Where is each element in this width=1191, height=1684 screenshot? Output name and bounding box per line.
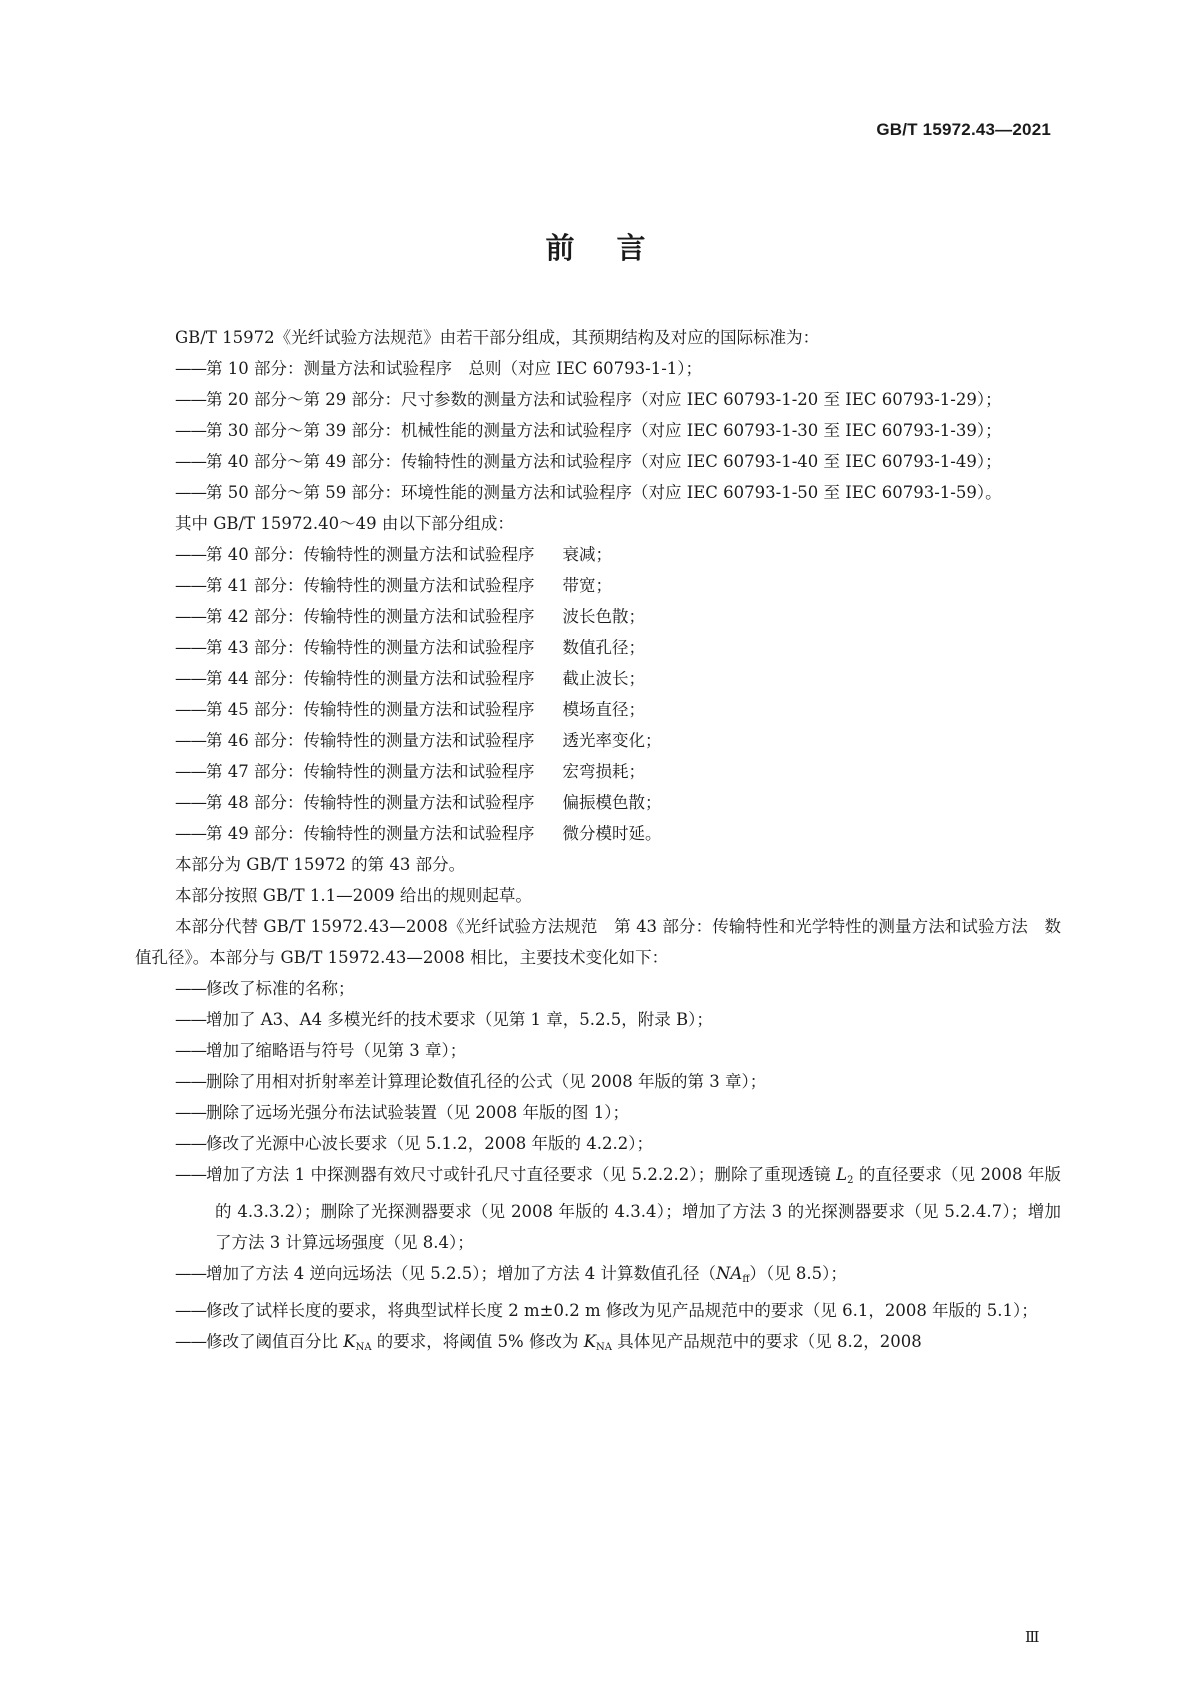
- list-item: ——修改了试样长度的要求，将典型试样长度 2 m±0.2 m 修改为见产品规范中的要求（见 6.1，2008 年版的 5.1）；: [175, 1301, 1038, 1320]
- symbol-l: L: [836, 1165, 848, 1184]
- dash-marker: ——: [175, 638, 206, 657]
- list-item: ——增加了方法 1 中探测器有效尺寸或针孔尺寸直径要求（见 5.2.2.2）；删除了重现透镜 $L_2$ 的直径要求（见 2008 年版的 4.3.3.2）；删除了光探测器要求（见 2008 年版的 4.3.4）；增加了方法 3 的光探测器要求（见 5.2.4.7）；增加了方法 3 计算远场强度（见 8.4）；: [175, 1165, 1061, 1252]
- list-item: ——第 40 部分：传输特性的测量方法和试验程序 衰减；: [175, 545, 612, 564]
- standard-code: GB/T 15972.43—2021: [876, 120, 1051, 139]
- dash-marker: ——: [175, 390, 206, 409]
- list-item: ——第 40 部分～第 49 部分：传输特性的测量方法和试验程序（对应 IEC 60793-1-40 至 IEC 60793-1-49）；: [175, 452, 1002, 471]
- list-item: ——修改了标准的名称；: [175, 979, 355, 998]
- symbol-k: K: [583, 1332, 597, 1351]
- page-title: 前言: [545, 231, 688, 265]
- dash-marker: ——: [175, 1301, 206, 1320]
- list-item: ——修改了阈值百分比 $K_{NA}$ 的要求，将阈值 5% 修改为 $K_{NA}$ 具体见产品规范中的要求（见 8.2，2008: [175, 1332, 922, 1353]
- dash-marker: ——: [175, 793, 206, 812]
- dash-marker: ——: [175, 700, 206, 719]
- dash-marker: ——: [175, 762, 206, 781]
- list-item: ——第 46 部分：传输特性的测量方法和试验程序 透光率变化；: [175, 731, 662, 750]
- structure-list: [135, 353, 1061, 508]
- dash-marker: ——: [175, 1010, 206, 1029]
- dash-marker: ——: [175, 1134, 206, 1153]
- dash-marker: ——: [175, 1332, 206, 1351]
- list-item: ——第 47 部分：传输特性的测量方法和试验程序 宏弯损耗；: [175, 762, 645, 781]
- list-item: ——增加了方法 4 逆向远场法（见 5.2.5）；增加了方法 4 计算数值孔径$(NA_{ff})$（见 8.5）；: [175, 1264, 847, 1285]
- list-item: ——第 42 部分：传输特性的测量方法和试验程序 波长色散；: [175, 607, 645, 626]
- list-item: ——第 30 部分～第 39 部分：机械性能的测量方法和试验程序（对应 IEC 60793-1-30 至 IEC 60793-1-39）；: [175, 421, 1002, 440]
- dash-marker: ——: [175, 607, 206, 626]
- dash-marker: ——: [175, 576, 206, 595]
- dash-marker: ——: [175, 483, 206, 502]
- list-item: ——删除了用相对折射率差计算理论数值孔径的公式（见 2008 年版的第 3 章）；: [175, 1072, 767, 1091]
- list-item: ——第 50 部分～第 59 部分：环境性能的测量方法和试验程序（对应 IEC 60793-1-50 至 IEC 60793-1-59）。: [175, 483, 1002, 502]
- list-item: ——第 43 部分：传输特性的测量方法和试验程序 数值孔径；: [175, 638, 645, 657]
- dash-marker: ——: [175, 669, 206, 688]
- document-body: [135, 322, 1061, 1363]
- dash-marker: ——: [175, 545, 206, 564]
- dash-marker: ——: [175, 421, 206, 440]
- dash-marker: ——: [175, 1264, 206, 1283]
- page-number: Ⅲ: [1025, 1628, 1040, 1646]
- list-item: ——第 49 部分：传输特性的测量方法和试验程序 微分模时延。: [175, 824, 662, 843]
- list-item: ——修改了光源中心波长要求（见 5.1.2，2008 年版的 4.2.2）；: [175, 1134, 653, 1153]
- list-item: ——增加了缩略语与符号（见第 3 章）；: [175, 1041, 467, 1060]
- list-item: ——第 48 部分：传输特性的测量方法和试验程序 偏振模色散；: [175, 793, 662, 812]
- dash-marker: ——: [175, 1165, 206, 1184]
- dash-marker: ——: [175, 1072, 206, 1091]
- dash-marker: ——: [175, 1103, 206, 1122]
- list-item: ——第 10 部分：测量方法和试验程序 总则（对应 IEC 60793-1-1）；: [175, 359, 703, 378]
- symbol-na: NA: [715, 1264, 743, 1283]
- changes-list: [135, 973, 1061, 1363]
- list-item: ——第 20 部分～第 29 部分：尺寸参数的测量方法和试验程序（对应 IEC 60793-1-20 至 IEC 60793-1-29）；: [175, 390, 1002, 409]
- dash-marker: ——: [175, 1041, 206, 1060]
- replace-paragraph: 本部分代替 GB/T 15972.43—2008《光纤试验方法规范 第 43 部分：传输特性和光学特性的测量方法和试验方法 数值孔径》。本部分与 GB/T 15972.43—2008 相比，主要技术变化如下：: [135, 917, 1061, 967]
- sub-parts-list: [135, 539, 1061, 849]
- dash-marker: ——: [175, 979, 206, 998]
- symbol-k: K: [343, 1332, 356, 1351]
- list-item: ——增加了 A3、A4 多模光纤的技术要求（见第 1 章，5.2.5，附录 B）；: [175, 1010, 713, 1029]
- list-item: ——删除了远场光强分布法试验装置（见 2008 年版的图 1）；: [175, 1103, 629, 1122]
- list-item: ——第 45 部分：传输特性的测量方法和试验程序 模场直径；: [175, 700, 645, 719]
- sub-intro-paragraph: 其中 GB/T 15972.40～49 由以下部分组成：: [175, 514, 514, 533]
- part-paragraph: 本部分为 GB/T 15972 的第 43 部分。: [175, 855, 466, 874]
- dash-marker: ——: [175, 824, 206, 843]
- dash-marker: ——: [175, 452, 206, 471]
- list-item: ——第 44 部分：传输特性的测量方法和试验程序 截止波长；: [175, 669, 645, 688]
- rules-paragraph: 本部分按照 GB/T 1.1—2009 给出的规则起草。: [175, 886, 532, 905]
- dash-marker: ——: [175, 359, 206, 378]
- list-item: ——第 41 部分：传输特性的测量方法和试验程序 带宽；: [175, 576, 612, 595]
- intro-paragraph: GB/T 15972《光纤试验方法规范》由若干部分组成，其预期结构及对应的国际标准为：: [175, 328, 820, 347]
- dash-marker: ——: [175, 731, 206, 750]
